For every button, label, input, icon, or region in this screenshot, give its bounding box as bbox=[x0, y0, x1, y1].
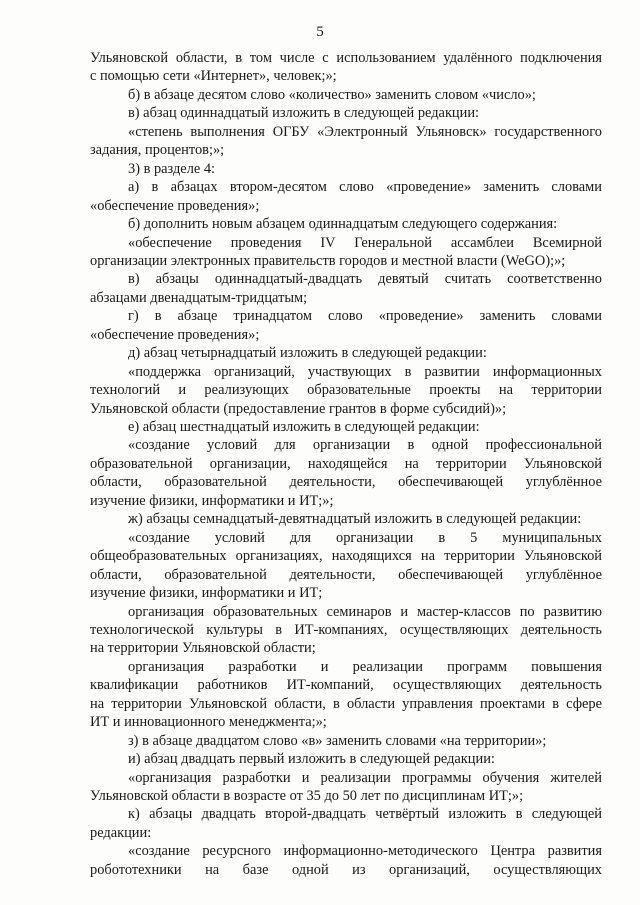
text-line: к) абзацы двадцать второй-двадцать четвёртый изложить в следующей bbox=[128, 806, 602, 823]
text-line: изучение физики, информатики и ИТ;»; bbox=[90, 492, 334, 509]
text-line: робототехники на базе одной из организаций, осуществляющих bbox=[90, 861, 602, 878]
text-line: ИТ и инновационного менеджмента;»; bbox=[90, 714, 327, 731]
text-line: б) в абзаце десятом слово «количество» заменить словом «число»; bbox=[128, 86, 536, 103]
text-line: б) дополнить новым абзацем одиннадцатым следующего содержания: bbox=[128, 216, 558, 233]
text-line: с помощью сети «Интернет», человек;»; bbox=[90, 68, 337, 85]
text-line: редакции: bbox=[90, 824, 152, 841]
text-line: в) абзацы одиннадцатый-двадцать девятый считать соответственно bbox=[128, 271, 602, 288]
text-line: ж) абзацы семнадцатый-девятнадцатый изложить в следующей редакции: bbox=[128, 511, 582, 528]
text-line: организация образовательных семинаров и мастер-классов по развитию bbox=[128, 603, 602, 620]
text-line: изучение физики, информатики и ИТ; bbox=[90, 585, 323, 602]
text-line: области, образовательной деятельности, обеспечивающей углублённое bbox=[90, 474, 602, 491]
text-line: «создание ресурсного информационно-методического Центра развития bbox=[128, 843, 602, 860]
text-line: е) абзац шестнадцатый изложить в следующей редакции: bbox=[128, 419, 480, 435]
text-line: общеобразовательных организациях, находящихся на территории Ульяновской bbox=[90, 548, 602, 565]
text-line: «обеспечение проведения»; bbox=[90, 326, 260, 343]
text-line: д) абзац четырнадцатый изложить в следующей редакции: bbox=[128, 345, 487, 362]
text-line: организации электронных правительств городов и местной власти (WeGO);»; bbox=[90, 252, 566, 269]
text-line: образовательной организации, находящейся на территории Ульяновской bbox=[90, 455, 602, 472]
text-line: Ульяновской области (предоставление грантов в форме субсидий)»; bbox=[90, 400, 507, 417]
text-line: «степень выполнения ОГБУ «Электронный Ульяновск» государственного bbox=[128, 123, 602, 140]
text-line: квалификации работников ИТ-компаний, осуществляющих деятельность bbox=[90, 677, 602, 694]
text-line: г) в абзаце тринадцатом слово «проведение» заменить словами bbox=[128, 308, 602, 325]
text-line: «поддержка организаций, участвующих в развитии информационных bbox=[128, 363, 602, 380]
text-line: на территории Ульяновской области, в области управления проектами в сфере bbox=[90, 695, 602, 712]
text-line: области, образовательной деятельности, обеспечивающей углублённое bbox=[90, 566, 602, 583]
text-line: Ульяновской области в возрасте от 35 до 50 лет по дисциплинам ИТ;»; bbox=[90, 788, 524, 804]
text-line: «обеспечение проведения»; bbox=[90, 197, 260, 214]
text-line: з) в абзаце двадцатом слово «в» заменить словами «на территории»; bbox=[128, 732, 547, 749]
text-line: в) абзац одиннадцатый изложить в следующей редакции: bbox=[128, 105, 480, 122]
text-line: организация разработки и реализации программ повышения bbox=[128, 658, 602, 675]
text-line: «создание условий для организации в одной профессиональной bbox=[128, 437, 602, 454]
text-line: задания, процентов;»; bbox=[90, 142, 225, 159]
text-line: 3) в разделе 4: bbox=[128, 160, 216, 177]
text-line: «обеспечение проведения IV Генеральной ассамблеи Всемирной bbox=[128, 234, 602, 251]
text-line: а) в абзацах втором-десятом слово «проведение» заменить словами bbox=[128, 179, 602, 196]
page-number: 5 bbox=[316, 24, 324, 40]
text-line: технологической культуры в ИТ-компаниях, осуществляющих деятельность bbox=[90, 621, 602, 638]
text-line: Ульяновской области, в том числе с использованием удалённого подключения bbox=[90, 50, 602, 66]
text-line: технологий и реализующих образовательные проекты на территории bbox=[90, 382, 602, 399]
text-line: и) абзац двадцать первый изложить в следующей редакции: bbox=[128, 751, 495, 768]
text-line: «организация разработки и реализации программы обучения жителей bbox=[128, 769, 602, 786]
text-line: абзацами двенадцатым-тридцатым; bbox=[90, 289, 308, 306]
text-line: «создание условий для организации в 5 муниципальных bbox=[128, 529, 602, 546]
text-line: на территории Ульяновской области; bbox=[90, 640, 316, 657]
